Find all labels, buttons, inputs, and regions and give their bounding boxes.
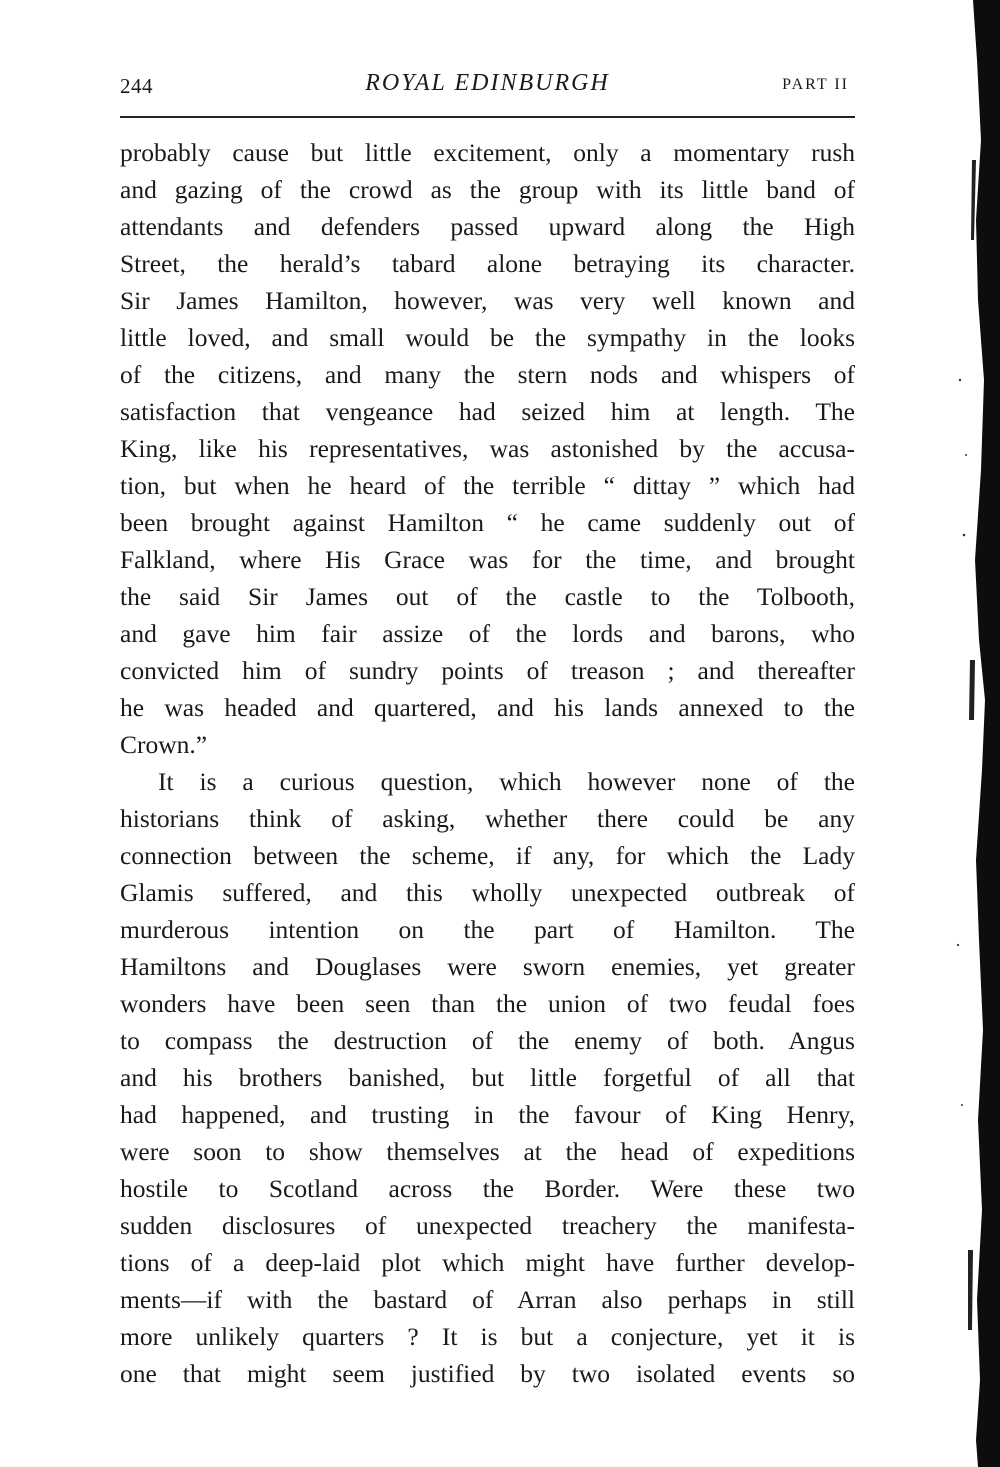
text-line: sudden disclosures of unexpected treachery the manifesta- [120,1211,855,1240]
text-line: Street, the herald’s tabard alone betraying its character. [120,249,855,278]
body-text [120,134,855,1392]
text-line: he was headed and quartered, and his lands annexed to the [120,693,855,722]
book-title: ROYAL EDINBURGH [365,70,610,96]
binding-speckle [968,160,976,1330]
text-line: been brought against Hamilton “ he came suddenly out of [120,508,855,537]
text-line: satisfaction that vengeance had seized him at length. The [120,397,855,426]
text-line: Falkland, where His Grace was for the time, and brought [120,545,855,574]
text-line: more unlikely quarters ? It is but a conjecture, yet it is [120,1322,855,1351]
scan-dust [965,454,967,456]
running-head [120,70,855,106]
text-line: hostile to Scotland across the Border. Were these two [120,1174,855,1203]
text-line: and his brothers banished, but little forgetful of all that [120,1063,855,1092]
binding-shadow [973,0,1000,1467]
page-number: 244 [120,74,153,98]
paragraph-start-line: It is a curious question, which however none of the [158,767,855,796]
text-line: little loved, and small would be the sympathy in the looks [120,323,855,352]
text-line: tions of a deep-laid plot which might have further develop- [120,1248,855,1277]
text-line: historians think of asking, whether there could be any [120,804,855,833]
text-line: attendants and defenders passed upward along the High [120,212,855,241]
text-line: to compass the destruction of the enemy of both. Angus [120,1026,855,1055]
text-line: convicted him of sundry points of treason ; and thereafter [120,656,855,685]
text-line: murderous intention on the part of Hamilton. The [120,915,855,944]
header-rule [120,116,855,118]
text-line: were soon to show themselves at the head of expeditions [120,1137,855,1166]
text-line: and gazing of the crowd as the group with its little band of [120,175,855,204]
text-line: probably cause but little excitement, only a momentary rush [120,138,855,167]
text-line: the said Sir James out of the castle to the Tolbooth, [120,582,855,611]
text-line: tion, but when he heard of the terrible “ dittay ” which had [120,471,855,500]
paragraph-end-line: Crown.” [120,730,208,759]
text-line: connection between the scheme, if any, for which the Lady [120,841,855,870]
scan-dust [957,944,959,946]
scan-dust [963,534,966,537]
text-line: ments—if with the bastard of Arran also perhaps in still [120,1285,855,1314]
text-line: Glamis suffered, and this wholly unexpected outbreak of [120,878,855,907]
text-line: King, like his representatives, was astonished by the accusa- [120,434,855,463]
text-line: had happened, and trusting in the favour of King Henry, [120,1100,855,1129]
text-line: one that might seem justified by two isolated events so [120,1359,855,1388]
text-line: Sir James Hamilton, however, was very well known and [120,286,855,315]
text-line: of the citizens, and many the stern nods and whispers of [120,360,855,389]
scan-dust [961,1104,963,1106]
scanned-page-edge [952,0,1000,1467]
text-line: Hamiltons and Douglases were sworn enemies, yet greater [120,952,855,981]
part-label: PART II [782,76,849,93]
text-line: and gave him fair assize of the lords and barons, who [120,619,855,648]
text-line: wonders have been seen than the union of two feudal foes [120,989,855,1018]
scan-dust [959,379,961,381]
